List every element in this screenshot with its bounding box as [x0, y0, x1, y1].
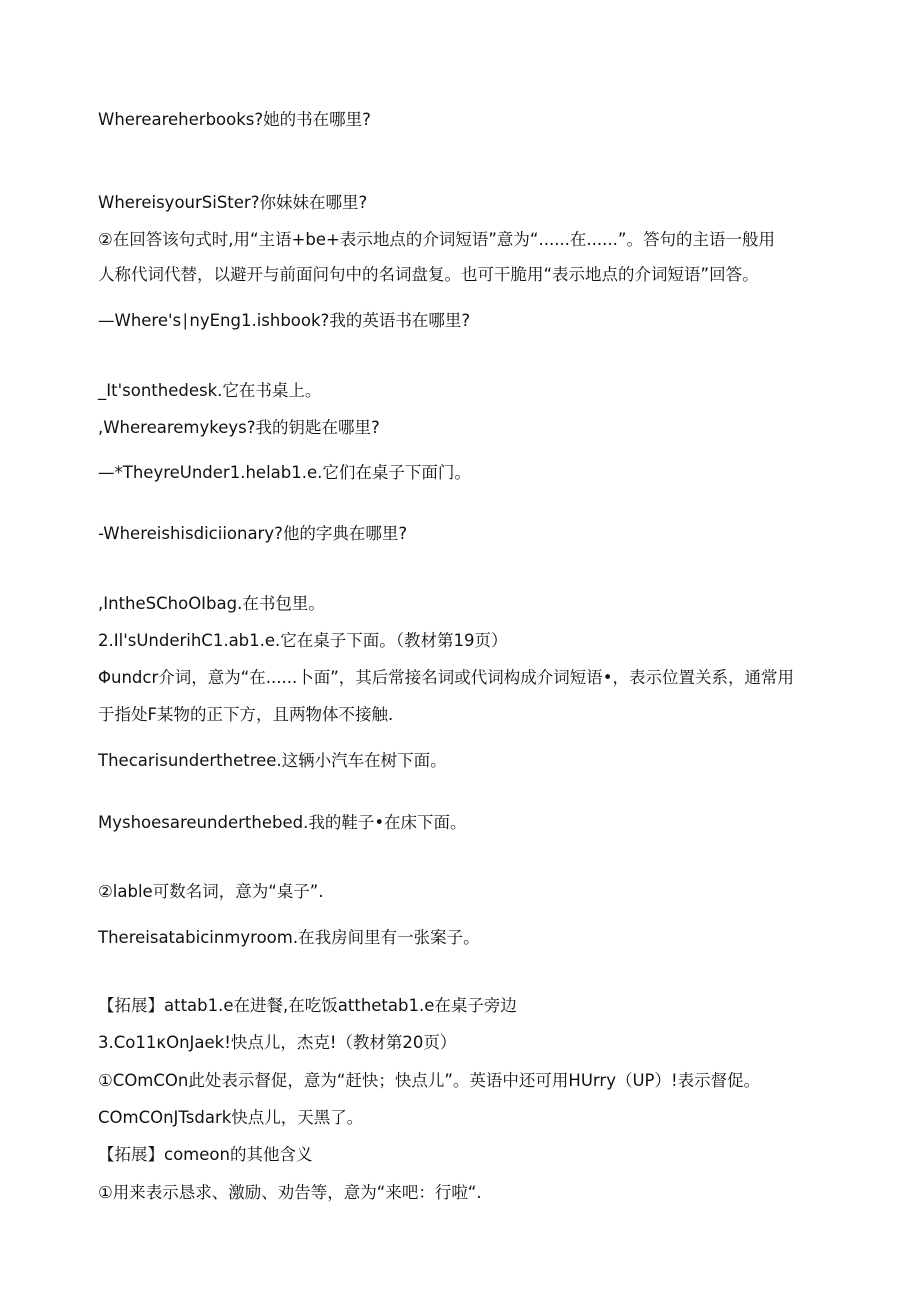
- text-line: ②在回答该句式时,用“主语+be+表示地点的介词短语”意为“......在......”。答句的主语一般用: [98, 230, 775, 249]
- text-line: Thereisatabicinmyroom.在我房间里有一张案子。: [98, 928, 480, 947]
- text-line: COmCOnJTsdark快点儿，天黑了。: [98, 1108, 364, 1127]
- text-line: WhereisyourSiSter?你妹妹在哪里?: [98, 193, 368, 212]
- text-line: —Where's∣nyEng1.ishbook?我的英语书在哪里?: [98, 311, 471, 330]
- text-line: 人称代词代替，以避开与前面问句中的名词盘复。也可干脆用“表示地点的介词短语”回答。: [98, 265, 759, 284]
- text-line: Φundcr介词，意为“在......卜面”，其后常接名词或代词构成介词短语•，表示位置关系，通常用: [98, 668, 795, 687]
- text-line: _It'sonthedesk.它在书桌上。: [98, 381, 322, 400]
- text-line: -Whereishisdiciionary?他的字典在哪里?: [98, 524, 408, 543]
- text-line: Whereareherbooks?她的书在哪里?: [98, 110, 371, 129]
- text-line: Myshoesareunderthebed.我的鞋子•在床下面。: [98, 813, 467, 832]
- text-line: ②lable可数名词，意为“桌子”.: [98, 882, 324, 901]
- text-line: ①用来表示恳求、激励、劝告等，意为“来吧：行啦“.: [98, 1183, 482, 1202]
- text-line: ①COmCOn此处表示督促，意为“赶快；快点儿”。英语中还可用HUrry（UP）!表示督促。: [98, 1071, 761, 1090]
- text-line: 2.Il'sUnderihC1.ab1.e.它在桌子下面。（教材第19页）: [98, 631, 508, 650]
- text-line: 于指处F某物的正下方，且两物体不接触.: [98, 705, 394, 724]
- text-line: Thecarisunderthetree.这辆小汽车在树下面。: [98, 751, 447, 770]
- text-line: 【拓展】comeon的其他含义: [98, 1145, 313, 1164]
- text-line: ,Wherearemykeys?我的钥匙在哪里?: [98, 418, 380, 437]
- text-line: 3.Co11κOnJaek!快点儿，杰克!（教材第20页）: [98, 1033, 457, 1052]
- text-line: ,IntheSChoOIbag.在书包里。: [98, 594, 325, 613]
- text-line: 【拓展】attab1.e在进餐,在吃饭atthetab1.e在桌子旁边: [98, 996, 517, 1015]
- text-line: —*TheyreUnder1.helab1.e.它们在桌子下面门。: [98, 463, 471, 482]
